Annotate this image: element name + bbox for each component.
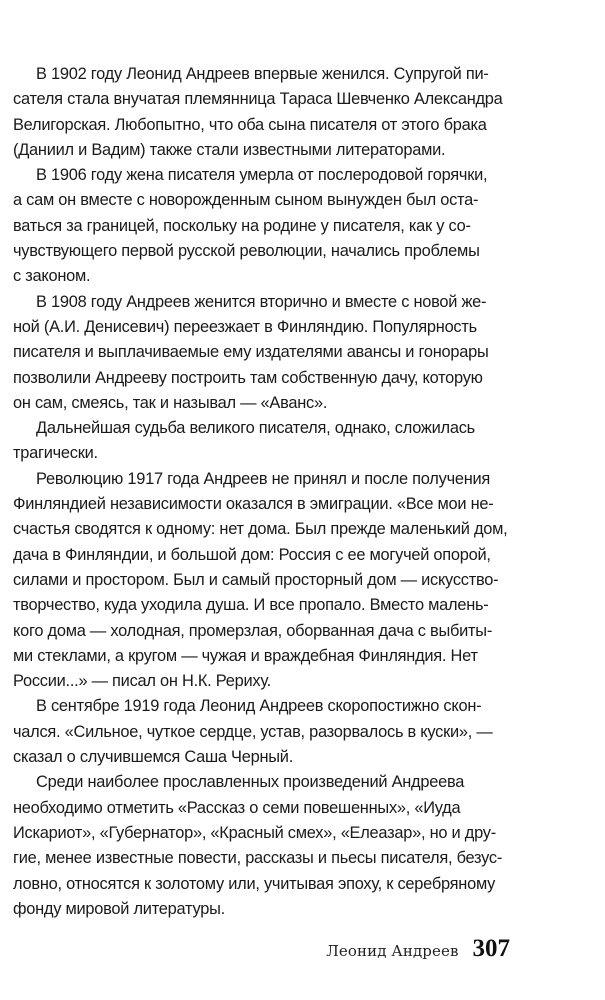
text-line: позволили Андрееву построить там собственную дачу, которую (13, 368, 483, 387)
text-line: силами и простором. Был и самый просторный дом — искусство- (13, 570, 499, 589)
text-line: дача в Финляндии, и большой дом: Россия с ее могучей опорой, (13, 545, 491, 564)
text-line: ловно, относятся к золотому или, учитывая эпоху, к серебряному (13, 874, 496, 893)
paragraph (13, 62, 536, 163)
text-line: сказал о случившемся Саша Черный. (13, 748, 293, 767)
text-line: ной (А.И. Денисевич) переезжает в Финляндию. Популярность (13, 317, 477, 336)
text-line: необходимо отметить «Рассказ о семи повешенных», «Иуда (13, 798, 461, 817)
text-line: Среди наиболее прославленных произведений Андреева (36, 773, 465, 792)
text-line: а сам он вместе с новорожденным сыном вынужден был оста- (13, 191, 479, 210)
text-line: писателя и выплачиваемые ему издателями авансы и гонорары (13, 343, 489, 362)
text-line: с законом. (13, 267, 91, 286)
paragraph (13, 416, 536, 467)
running-head: Леонид Андреев (326, 942, 459, 960)
paragraph (13, 290, 536, 416)
text-line: сателя стала внучатая племянница Тараса Шевченко Александра (13, 90, 503, 109)
text-line: Велигорская. Любопытно, что оба сына писателя от этого брака (13, 115, 487, 134)
body-text (13, 62, 536, 922)
text-line: В 1908 году Андреев женится вторично и вместе с новой же- (36, 292, 487, 311)
text-line: Финляндией независимости оказался в эмиграции. «Все мои не- (13, 495, 494, 514)
paragraph (13, 163, 536, 289)
text-line: гие, менее известные повести, рассказы и пьесы писателя, безус- (13, 849, 503, 868)
page-number: 307 (472, 935, 510, 962)
text-line: Дальнейшая судьба великого писателя, однако, сложилась (36, 419, 475, 438)
text-line: ми стеклами, а кругом — чужая и враждебная Финляндия. Нет (13, 646, 478, 665)
text-line: он сам, смеясь, так и называл — «Аванс». (13, 393, 328, 412)
page-footer (326, 935, 510, 963)
text-line: Революцию 1917 года Андреев не принял и после получения (36, 469, 491, 488)
text-line: трагически. (13, 444, 98, 463)
text-line: кого дома — холодная, промерзлая, оборванная дача с выбиты- (13, 621, 493, 640)
text-line: Искариот», «Губернатор», «Красный смех», «Елеазар», но и дру- (13, 823, 496, 842)
text-line: творчество, куда уходила душа. И все пропало. Вместо малень- (13, 596, 489, 615)
text-line: чувствующего первой русской революции, начались проблемы (13, 242, 480, 261)
text-line: В сентябре 1919 года Леонид Андреев скоропостижно скон- (36, 697, 482, 716)
paragraph (13, 770, 536, 922)
text-line: чался. «Сильное, чуткое сердце, устав, разорвалось в куски», — (13, 722, 493, 741)
text-line: (Даниил и Вадим) также стали известными литераторами. (13, 140, 446, 159)
text-line: счастья сводятся к одному: нет дома. Был прежде маленький дом, (13, 520, 508, 539)
text-line: ваться за границей, поскольку на родине у писателя, как у со- (13, 216, 471, 235)
paragraph (13, 467, 536, 695)
text-line: В 1906 году жена писателя умерла от послеродовой горячки, (36, 166, 488, 185)
text-line: России...» — писал он Н.К. Рериху. (13, 672, 271, 691)
text-line: В 1902 году Леонид Андреев впервые женился. Супругой пи- (36, 65, 489, 83)
text-line: фонду мировой литературы. (13, 899, 225, 918)
paragraph (13, 694, 536, 770)
